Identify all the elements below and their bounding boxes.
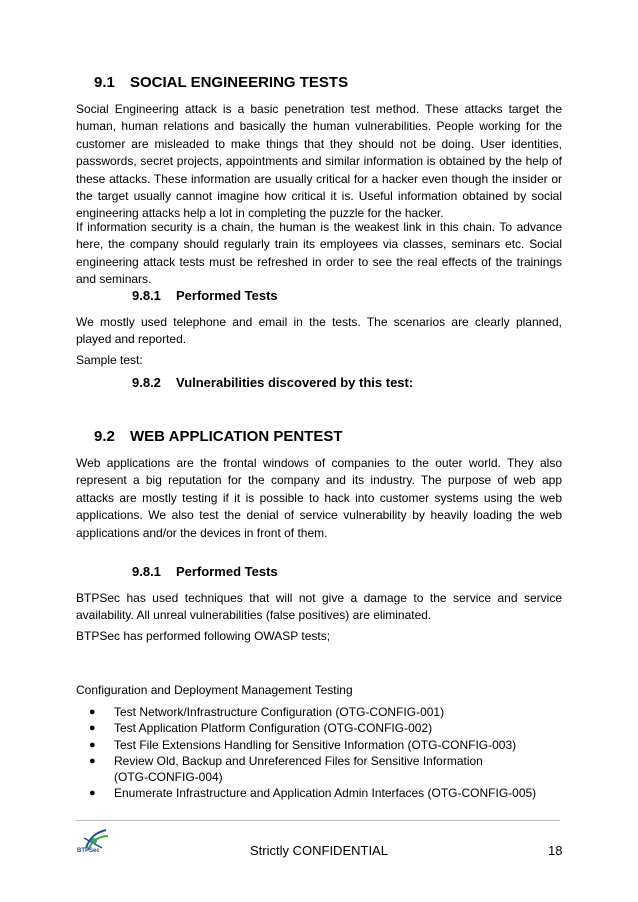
list-item — [76, 704, 562, 720]
section-title: SOCIAL ENGINEERING TESTS — [130, 74, 349, 91]
list-item — [76, 785, 562, 801]
subsection-title: Performed Tests — [176, 564, 278, 579]
footer-confidential: Strictly CONFIDENTIAL — [250, 843, 388, 858]
section-heading-9-2 — [94, 428, 343, 445]
config-testing-heading: Configuration and Deployment Management Testing — [76, 683, 353, 697]
section-number: 9.1 — [94, 74, 115, 91]
owasp-intro: BTPSec has performed following OWASP tests; — [76, 629, 331, 643]
bullet-icon: ● — [89, 754, 96, 767]
list-item-text: Enumerate Infrastructure and Application Admin Interfaces (OTG-CONFIG-005) — [114, 786, 537, 801]
paragraph-performed-tests-2: BTPSec has used techniques that will not give a damage to the service and service availability. All unreal vulnerabilities (false positives) are eliminated. — [76, 591, 562, 623]
footer-divider — [76, 820, 560, 821]
subsection-number: 9.8.1 — [132, 564, 161, 579]
subheading-performed-tests-2 — [132, 564, 278, 579]
bullet-icon: ● — [89, 738, 96, 751]
paragraph-weakest-link: If information security is a chain, the human is the weakest link in this chain. To advance here, the company should regularly train its employees via classes, seminars etc. Social engineering attack tests must be refreshed in order to see the real effects of the trainings and seminars. — [76, 220, 562, 287]
list-item-text: Review Old, Backup and Unreferenced Files for Sensitive Information (OTG-CONFIG-004) — [114, 753, 483, 785]
paragraph-social-engineering-intro: Social Engineering attack is a basic penetration test method. These attacks target the human, human relations and basically the human vulnerabilities. People working for the customer are misleaded to make things that they should not be doing. User identities, passwords, secret projects, appointments and similar information is obtained by the help of these attacks. These information are usually critical for a hacker even though the insider or the target usually cannot imagine how critical it is. Useful information obtained by social engineering attacks help a lot in completing the puzzle for the hacker. — [76, 102, 562, 221]
sample-test-label: Sample test: — [76, 353, 143, 367]
list-item-text: Test Application Platform Configuration (OTG-CONFIG-002) — [114, 721, 433, 736]
logo-text: BTPSec — [77, 848, 100, 854]
paragraph-web-app-intro: Web applications are the frontal windows of companies to the outer world. They also represent a big reputation for the company and its industry. The purpose of web app attacks are mostly testing if it is possible to hack into customer systems using the web applications. We also test the denial of service vulnerability by heavily loading the web applications and/or the devices in front of them. — [76, 456, 562, 540]
subsection-title: Vulnerabilities discovered by this test: — [176, 375, 414, 390]
bullet-icon: ● — [89, 706, 96, 718]
section-heading-9-1 — [94, 74, 348, 91]
bullet-icon: ● — [89, 722, 96, 735]
list-item — [76, 753, 562, 786]
subsection-title: Performed Tests — [176, 288, 278, 303]
list-item-text: Test Network/Infrastructure Configuration (OTG-CONFIG-001) — [114, 705, 445, 719]
page-number: 18 — [548, 843, 563, 858]
paragraph-performed-tests-1: We mostly used telephone and email in the tests. The scenarios are clearly planned, played and reported. — [76, 315, 562, 347]
section-number: 9.2 — [94, 428, 115, 445]
bullet-icon: ● — [89, 787, 96, 800]
list-item — [76, 720, 562, 736]
subheading-vulnerabilities — [132, 375, 413, 390]
subheading-performed-tests-1 — [132, 288, 278, 303]
section-title: WEB APPLICATION PENTEST — [130, 428, 343, 445]
owasp-config-test-list — [76, 704, 562, 802]
subsection-number: 9.8.1 — [132, 288, 161, 303]
list-item — [76, 737, 562, 753]
list-item-text: Test File Extensions Handling for Sensitive Information (OTG-CONFIG-003) — [114, 737, 517, 752]
subsection-number: 9.8.2 — [132, 375, 161, 390]
